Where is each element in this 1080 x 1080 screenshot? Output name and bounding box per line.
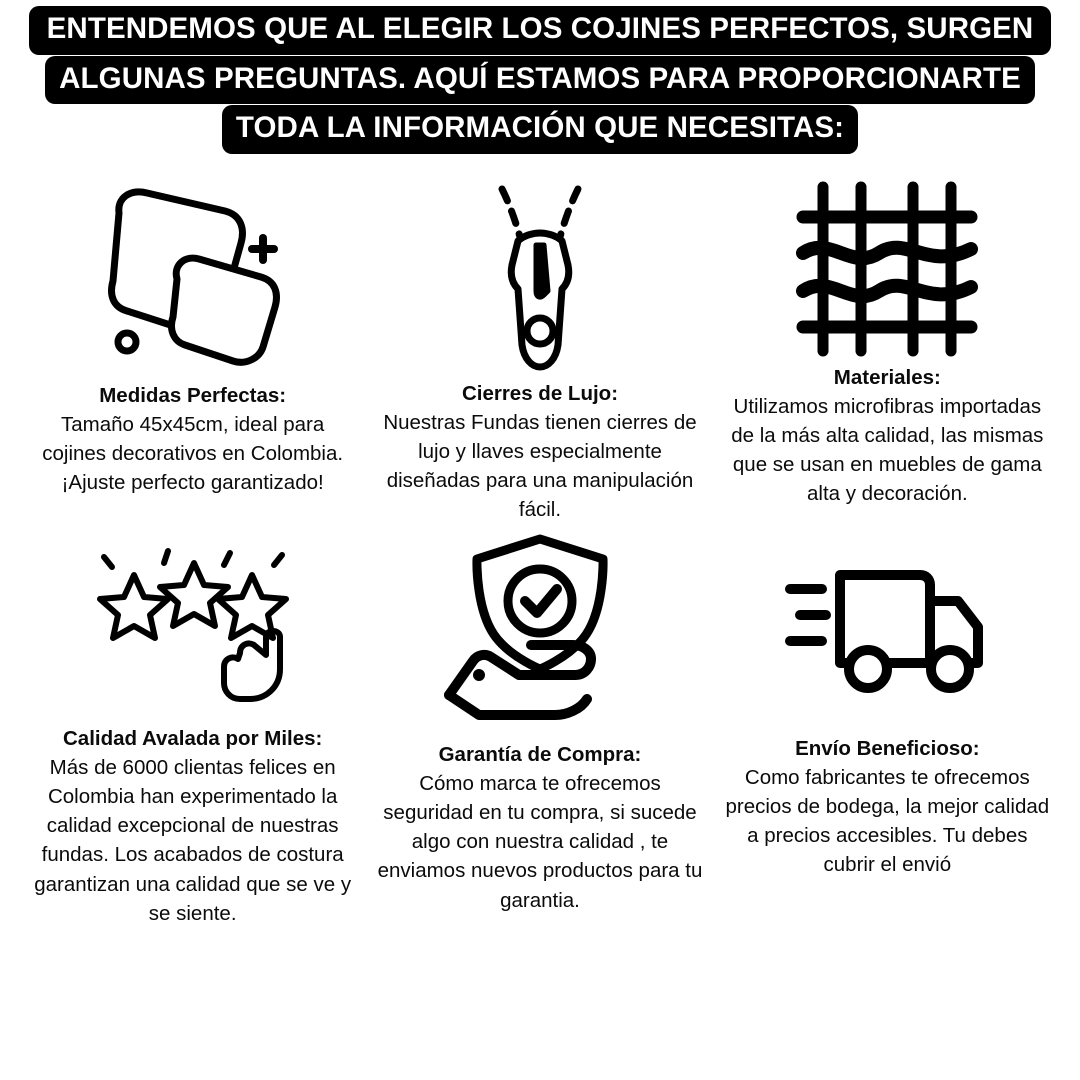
- feature-caption: [725, 363, 1050, 509]
- feature-caption: [377, 379, 702, 525]
- pillows-icon: [93, 181, 293, 381]
- feature-body: Cómo marca te ofrecemos seguridad en tu compra, si sucede algo con nuestra calidad , te enviamos nuevos productos para tu garantia.: [377, 772, 703, 912]
- feature-caption: [30, 724, 355, 928]
- feature-card-materiales: [717, 179, 1058, 525]
- feature-title: Cierres de Lujo:: [461, 381, 619, 405]
- feature-caption: [30, 381, 355, 497]
- zipper-icon: [440, 179, 640, 379]
- feature-title: Envío Beneficioso:: [795, 737, 980, 761]
- features-grid-row-1: [0, 165, 1080, 525]
- headline-block: [0, 0, 1080, 165]
- feature-card-medidas: [22, 179, 363, 525]
- feature-card-cierres: [369, 179, 710, 525]
- features-grid-row-2: [0, 524, 1080, 928]
- feature-body: Como fabricantes te ofrecemos precios de bodega, la mejor calidad a precios accesibles. Tu debes cubrir el envió: [725, 766, 1050, 877]
- feature-title: Materiales:: [833, 365, 941, 389]
- headline-line-1: ENTENDEMOS QUE AL ELEGIR LOS COJINES PERFECTOS, SURGEN: [29, 6, 1052, 55]
- shield-check-hand-icon: [435, 538, 645, 718]
- feature-card-calidad: [22, 538, 363, 928]
- headline-line-2: ALGUNAS PREGUNTAS. AQUÍ ESTAMOS PARA PROPORCIONARTE: [45, 56, 1035, 105]
- feature-title: Calidad Avalada por Miles:: [62, 727, 323, 751]
- feature-caption: [377, 740, 702, 915]
- delivery-truck-icon: [782, 538, 992, 718]
- feature-body: Tamaño 45x45cm, ideal para cojines decorativos en Colombia. ¡Ajuste perfecto garantizado!: [42, 412, 344, 494]
- feature-body: Nuestras Fundas tienen cierres de lujo y llaves especialmente diseñadas para una manipulación fácil.: [383, 410, 697, 521]
- feature-card-envio: [717, 538, 1058, 928]
- feature-title: Medidas Perfectas:: [99, 383, 287, 407]
- feature-title: Garantía de Compra:: [438, 743, 642, 767]
- feature-body: Utilizamos microfibras importadas de la más alta calidad, las mismas que se usan en muebles de gama alta y decoración.: [731, 394, 1044, 505]
- feature-body: Más de 6000 clientas felices en Colombia han experimentado la calidad excepcional de nuestras fundas. Los acabados de costura garantizan una calidad que se ve y se siente.: [34, 756, 352, 925]
- stars-rating-icon: [90, 538, 295, 718]
- feature-card-garantia: [369, 538, 710, 928]
- feature-caption: [725, 734, 1050, 880]
- woven-fabric-icon: [787, 173, 987, 373]
- headline-line-3: TODA LA INFORMACIÓN QUE NECESITAS:: [222, 105, 858, 154]
